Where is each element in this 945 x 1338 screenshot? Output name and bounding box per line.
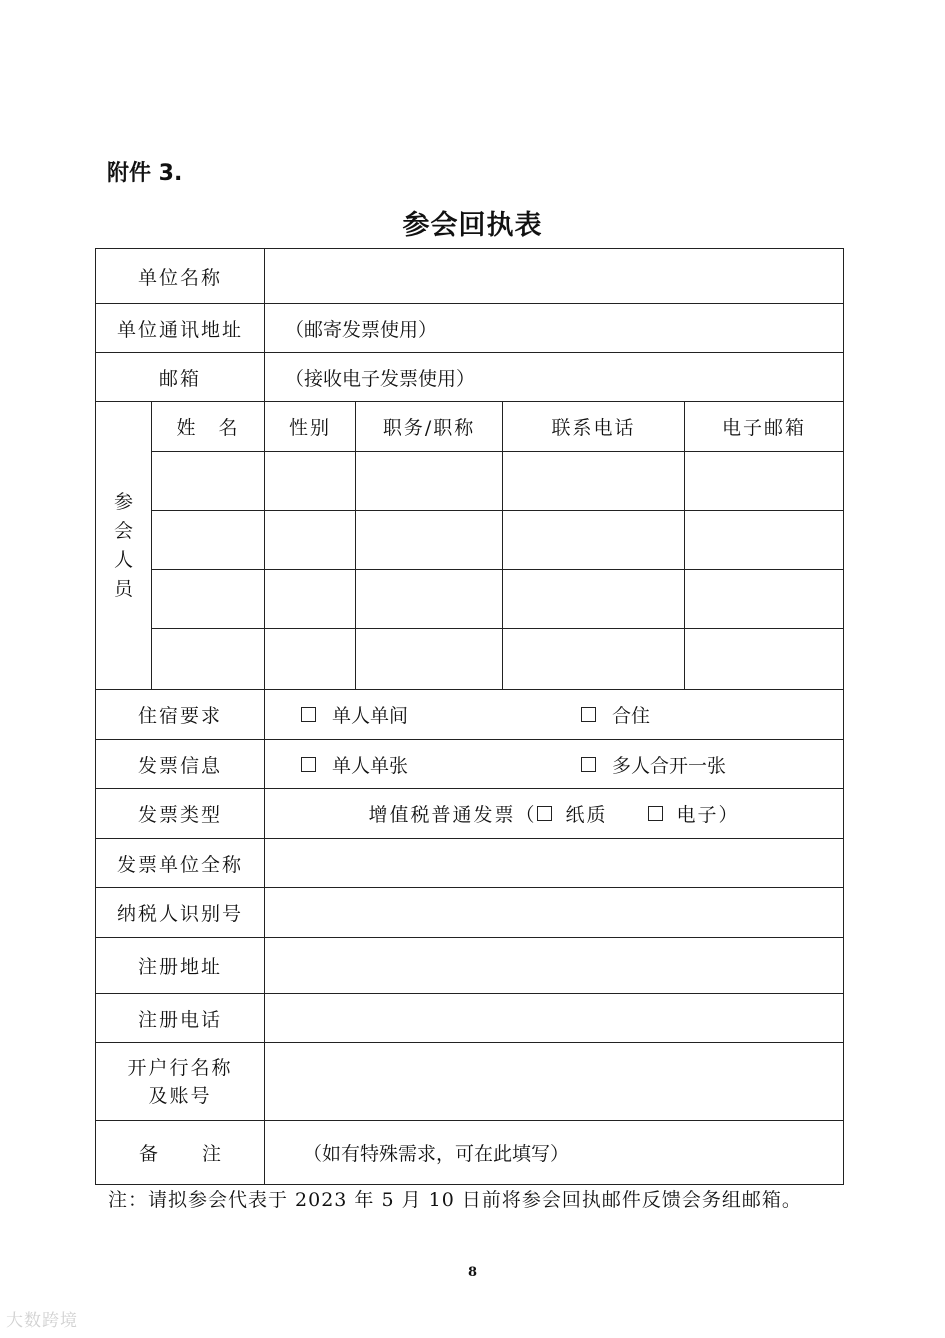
- remark-label-b: 注: [202, 1143, 222, 1165]
- attendee-cell[interactable]: [265, 452, 356, 511]
- page-number: 8: [467, 1265, 478, 1280]
- attendee-cell[interactable]: [685, 511, 844, 570]
- row-unit-name: [96, 249, 844, 304]
- attendee-cell[interactable]: [503, 511, 685, 570]
- footer-note: 注：请拟参会代表于 2023 年 5 月 10 日前将参会回执邮件反馈会务组邮箱。: [108, 1189, 802, 1211]
- attendee-cell[interactable]: [265, 570, 356, 629]
- attendee-cell[interactable]: [356, 452, 503, 511]
- invoice-unit-label: 发票单位全称: [96, 839, 265, 888]
- header-name: 姓 名: [152, 402, 265, 452]
- email-field[interactable]: （接收电子发票使用）: [265, 353, 844, 402]
- header-email: 电子邮箱: [685, 402, 844, 452]
- unit-name-label: 单位名称: [96, 249, 265, 304]
- option-label: 单人单间: [332, 705, 409, 727]
- accommodation-shared-option[interactable]: [581, 701, 650, 728]
- side-char: 员: [113, 577, 133, 600]
- attendee-cell[interactable]: [685, 629, 844, 690]
- option-label: 单人单张: [332, 754, 409, 777]
- row-invoice-type: [96, 789, 844, 839]
- accommodation-label: 住宿要求: [96, 690, 265, 740]
- attendee-cell[interactable]: [152, 511, 265, 570]
- attendee-cell[interactable]: [265, 629, 356, 690]
- attendee-cell[interactable]: [685, 570, 844, 629]
- watermark: 大数跨境: [6, 1311, 78, 1331]
- row-accommodation: [96, 690, 844, 740]
- attendee-cell[interactable]: [356, 511, 503, 570]
- checkbox[interactable]: [301, 707, 316, 722]
- invoice-type-options: [265, 789, 844, 839]
- checkbox[interactable]: [301, 757, 316, 772]
- attendee-row: [96, 511, 844, 570]
- attendees-side-label: [96, 402, 152, 690]
- invoice-combined-option[interactable]: [581, 751, 726, 778]
- unit-address-label: 单位通讯地址: [96, 304, 265, 353]
- checkbox[interactable]: [581, 707, 596, 722]
- attendee-cell[interactable]: [503, 570, 685, 629]
- registration-form-table: [95, 248, 844, 1185]
- attendee-cell[interactable]: [503, 629, 685, 690]
- invoice-type-label: 发票类型: [96, 789, 265, 839]
- reg-phone-label: 注册电话: [96, 994, 265, 1043]
- remark-field[interactable]: （如有特殊需求，可在此填写）: [265, 1121, 844, 1185]
- row-remark: [96, 1121, 844, 1185]
- row-invoice-unit: [96, 839, 844, 888]
- attendee-cell[interactable]: [356, 570, 503, 629]
- attendees-header-row: [96, 402, 844, 452]
- email-label: 邮箱: [96, 353, 265, 402]
- attendee-row: [96, 629, 844, 690]
- checkbox[interactable]: [581, 757, 596, 772]
- attendee-cell[interactable]: [152, 452, 265, 511]
- row-reg-phone: [96, 994, 844, 1043]
- taxpayer-id-label: 纳税人识别号: [96, 888, 265, 938]
- invoice-info-label: 发票信息: [96, 740, 265, 789]
- paper-checkbox[interactable]: [537, 806, 552, 821]
- attendee-cell[interactable]: [503, 452, 685, 511]
- electronic-checkbox[interactable]: [648, 806, 663, 821]
- invoice-single-option[interactable]: [301, 751, 581, 778]
- bank-account-label: [96, 1043, 265, 1121]
- side-char: 人: [113, 548, 133, 571]
- row-email: [96, 353, 844, 402]
- attendee-cell[interactable]: [265, 511, 356, 570]
- invoice-info-options: [265, 740, 844, 789]
- accommodation-options: [265, 690, 844, 740]
- reg-address-field[interactable]: [265, 938, 844, 994]
- taxpayer-id-field[interactable]: [265, 888, 844, 938]
- electronic-label: 电子）: [676, 804, 740, 826]
- bank-account-field[interactable]: [265, 1043, 844, 1121]
- attendee-cell[interactable]: [685, 452, 844, 511]
- option-label: 多人合开一张: [612, 754, 727, 777]
- form-title: 参会回执表: [402, 210, 543, 241]
- row-reg-address: [96, 938, 844, 994]
- row-unit-address: [96, 304, 844, 353]
- attendee-cell[interactable]: [152, 629, 265, 690]
- row-invoice-info: [96, 740, 844, 789]
- bank-label-line1: 开户行名称: [127, 1056, 233, 1079]
- unit-name-field[interactable]: [265, 249, 844, 304]
- row-bank-account: [96, 1043, 844, 1121]
- remark-label-a: 备: [138, 1143, 158, 1165]
- reg-address-label: 注册地址: [96, 938, 265, 994]
- option-label: 合住: [612, 705, 651, 727]
- attendee-row: [96, 570, 844, 629]
- invoice-unit-field[interactable]: [265, 839, 844, 888]
- header-title: 职务/职称: [356, 402, 503, 452]
- header-phone: 联系电话: [503, 402, 685, 452]
- invoice-type-prefix: 增值税普通发票（: [368, 804, 537, 826]
- remark-label: [96, 1121, 265, 1185]
- unit-address-field[interactable]: （邮寄发票使用）: [265, 304, 844, 353]
- side-char: 会: [113, 519, 133, 542]
- paper-label: 纸质: [565, 804, 608, 826]
- bank-label-line2: 及账号: [148, 1084, 212, 1107]
- attendee-cell[interactable]: [356, 629, 503, 690]
- side-char: 参: [113, 490, 133, 513]
- row-taxpayer-id: [96, 888, 844, 938]
- attendee-cell[interactable]: [152, 570, 265, 629]
- accommodation-single-option[interactable]: [301, 701, 581, 728]
- attachment-label: 附件 3.: [107, 161, 183, 186]
- attendee-row: [96, 452, 844, 511]
- reg-phone-field[interactable]: [265, 994, 844, 1043]
- header-gender: 性别: [265, 402, 356, 452]
